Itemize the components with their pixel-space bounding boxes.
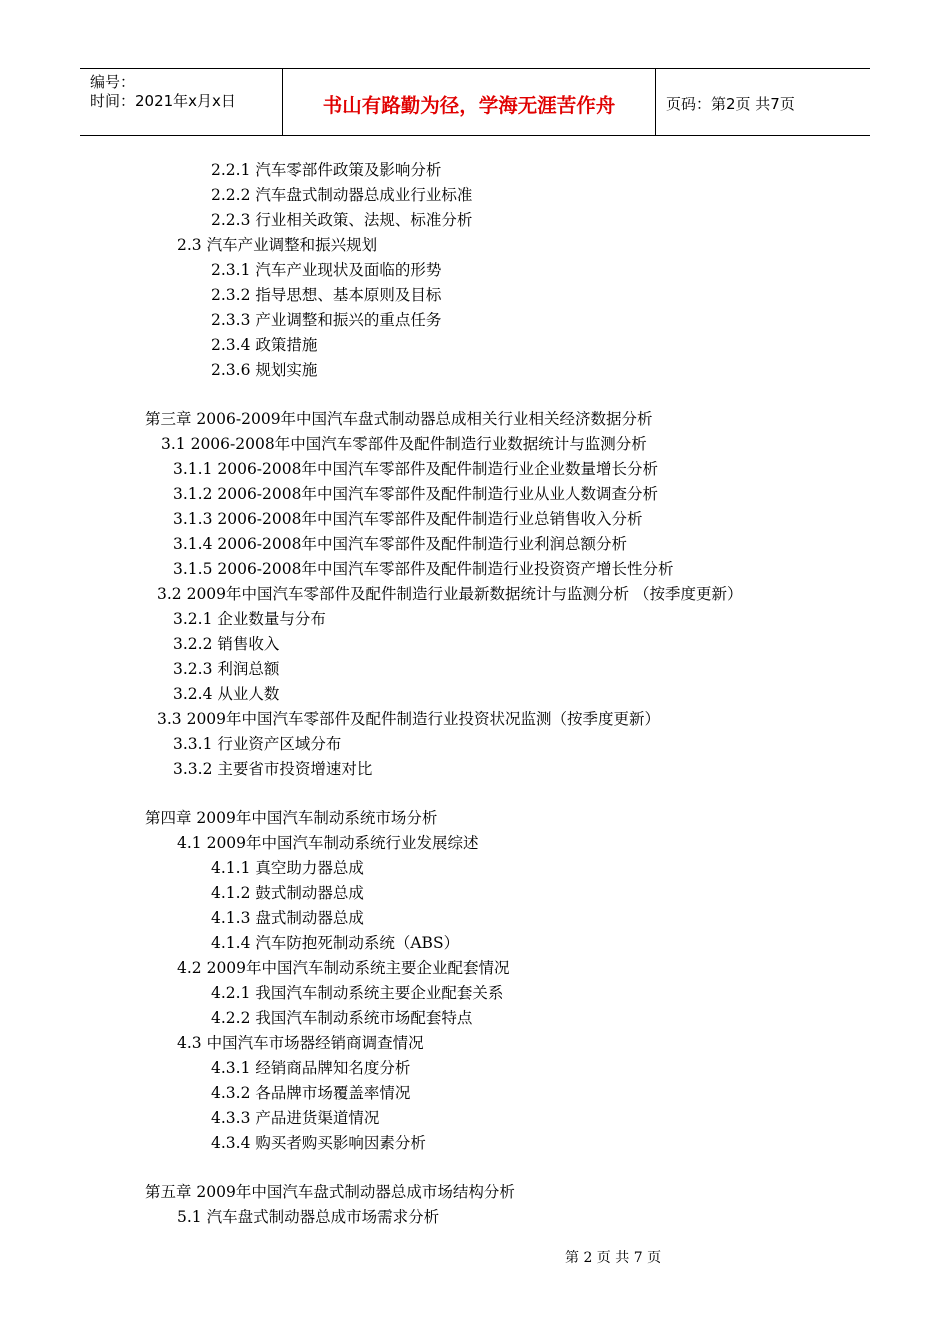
toc-entry: 4.3 中国汽车市场器经销商调查情况 bbox=[177, 1033, 424, 1052]
toc-chapter-heading: 第三章 2006-2009年中国汽车盘式制动器总成相关行业相关经济数据分析 bbox=[145, 410, 653, 429]
toc-entry: 5.1 汽车盘式制动器总成市场需求分析 bbox=[177, 1208, 440, 1227]
toc-entry: 2.3 汽车产业调整和振兴规划 bbox=[177, 235, 378, 254]
toc-spacer bbox=[0, 382, 950, 407]
toc-entry: 4.2.1 我国汽车制动系统主要企业配套关系 bbox=[211, 983, 504, 1002]
toc-entry: 3.2.2 销售收入 bbox=[173, 634, 280, 653]
toc-entry: 4.1.1 真空助力器总成 bbox=[211, 859, 364, 878]
toc-entry: 3.2 2009年中国汽车零部件及配件制造行业最新数据统计与监测分析 （按季度更新） bbox=[157, 584, 743, 603]
toc-entry: 3.3.1 行业资产区域分布 bbox=[173, 734, 342, 753]
toc-entry: 4.1.3 盘式制动器总成 bbox=[211, 909, 364, 928]
toc-entry: 4.3.3 产品进货渠道情况 bbox=[211, 1108, 380, 1127]
header-info-cell bbox=[80, 69, 282, 135]
toc-entry: 2.3.4 政策措施 bbox=[211, 335, 318, 354]
toc-entry: 4.3.4 购买者购买影响因素分析 bbox=[211, 1133, 426, 1152]
toc-entry: 2.3.2 指导思想、基本原则及目标 bbox=[211, 285, 442, 304]
header-page-cell bbox=[656, 69, 870, 135]
toc-entry: 3.1 2006-2008年中国汽车零部件及配件制造行业数据统计与监测分析 bbox=[161, 435, 647, 454]
toc-entry: 4.1 2009年中国汽车制动系统行业发展综述 bbox=[177, 834, 479, 853]
table-of-contents bbox=[0, 158, 950, 1230]
toc-chapter-heading: 第五章 2009年中国汽车盘式制动器总成市场结构分析 bbox=[145, 1183, 515, 1202]
toc-entry: 3.1.2 2006-2008年中国汽车零部件及配件制造行业从业人数调查分析 bbox=[173, 485, 658, 504]
motto-text: 书山有路勤为径，学海无涯苦作舟 bbox=[322, 94, 616, 117]
toc-entry: 3.1.4 2006-2008年中国汽车零部件及配件制造行业利润总额分析 bbox=[173, 535, 627, 554]
toc-chapter-heading: 第四章 2009年中国汽车制动系统市场分析 bbox=[145, 809, 438, 828]
toc-entry: 4.1.4 汽车防抱死制动系统（ABS） bbox=[211, 934, 460, 953]
toc-entry: 3.3.2 主要省市投资增速对比 bbox=[173, 759, 373, 778]
page-number-info: 页码：第2页 共7页 bbox=[666, 95, 795, 113]
toc-entry: 4.1.2 鼓式制动器总成 bbox=[211, 884, 364, 903]
toc-entry: 3.2.1 企业数量与分布 bbox=[173, 609, 326, 628]
toc-entry: 4.2 2009年中国汽车制动系统主要企业配套情况 bbox=[177, 959, 510, 977]
document-date: 时间：2021年x月x日 bbox=[90, 92, 236, 110]
toc-entry: 4.2.2 我国汽车制动系统市场配套特点 bbox=[211, 1008, 473, 1027]
toc-entry: 2.2.3 行业相关政策、法规、标准分析 bbox=[211, 210, 473, 229]
toc-entry: 3.2.3 利润总额 bbox=[173, 659, 280, 678]
toc-entry: 2.2.1 汽车零部件政策及影响分析 bbox=[211, 161, 442, 179]
toc-entry: 3.1.3 2006-2008年中国汽车零部件及配件制造行业总销售收入分析 bbox=[173, 510, 643, 529]
page-footer: 第 2 页 共 7 页 bbox=[565, 1250, 662, 1266]
toc-entry: 3.2.4 从业人数 bbox=[173, 684, 280, 703]
page-header bbox=[80, 68, 870, 136]
toc-entry: 2.3.1 汽车产业现状及面临的形势 bbox=[211, 260, 442, 279]
toc-entry: 3.3 2009年中国汽车零部件及配件制造行业投资状况监测（按季度更新） bbox=[157, 709, 661, 728]
toc-spacer bbox=[0, 781, 950, 806]
toc-entry: 2.3.6 规划实施 bbox=[211, 360, 318, 379]
toc-entry: 4.3.1 经销商品牌知名度分析 bbox=[211, 1058, 411, 1077]
toc-entry: 2.3.3 产业调整和振兴的重点任务 bbox=[211, 310, 442, 329]
toc-entry: 4.3.2 各品牌市场覆盖率情况 bbox=[211, 1083, 411, 1102]
header-motto-cell bbox=[282, 69, 656, 135]
toc-entry: 3.1.5 2006-2008年中国汽车零部件及配件制造行业投资资产增长性分析 bbox=[173, 560, 674, 578]
document-number-label: 编号： bbox=[90, 73, 136, 91]
toc-spacer bbox=[0, 1156, 950, 1181]
toc-entry: 2.2.2 汽车盘式制动器总成业行业标准 bbox=[211, 185, 473, 204]
toc-entry: 3.1.1 2006-2008年中国汽车零部件及配件制造行业企业数量增长分析 bbox=[173, 460, 658, 479]
